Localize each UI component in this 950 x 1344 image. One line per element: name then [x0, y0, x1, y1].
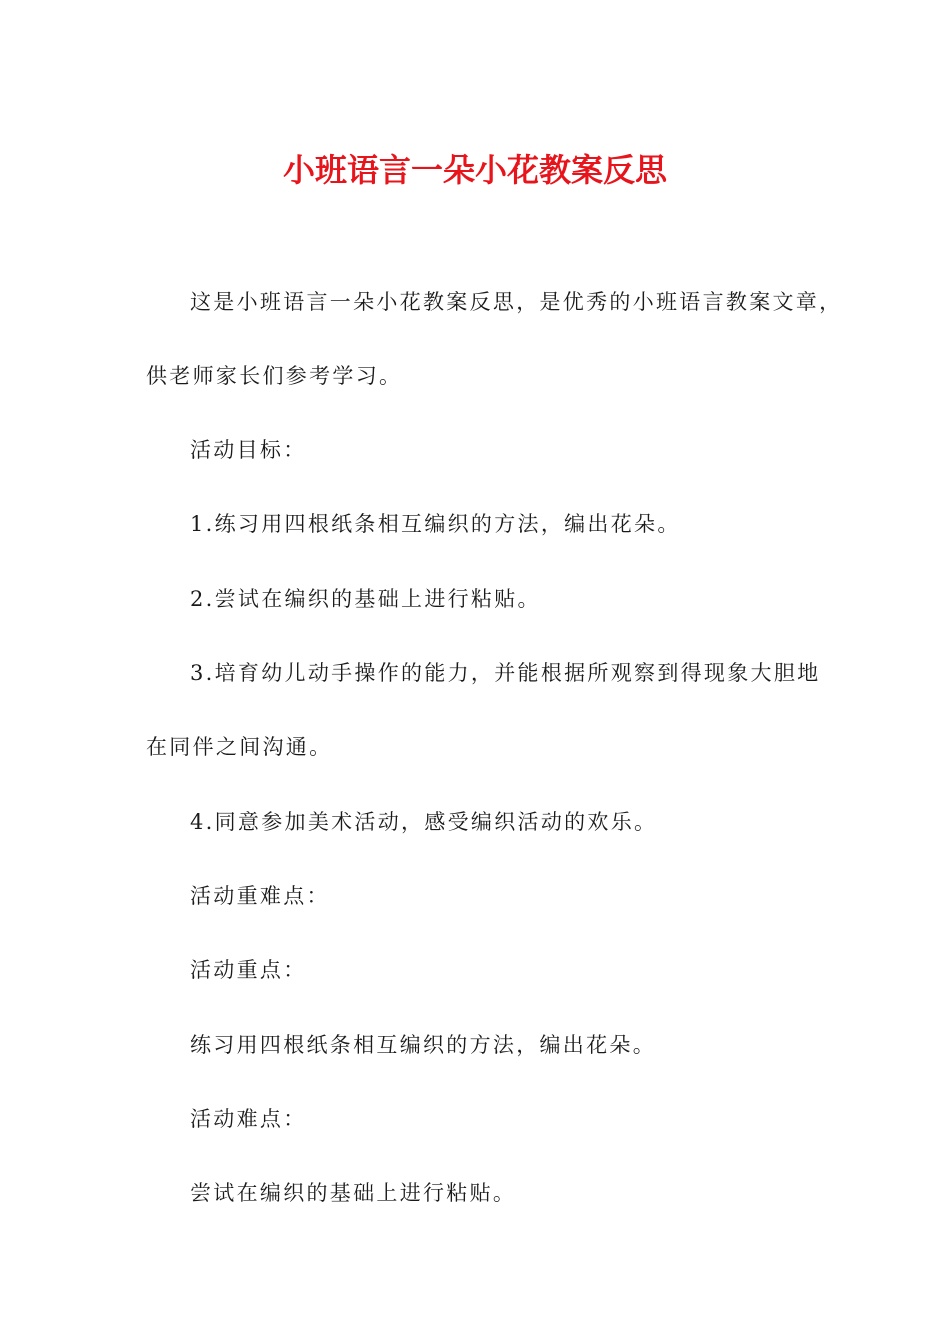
section-heading-key-difficult: 活动重难点：	[190, 884, 330, 908]
goal-item-2: 2.尝试在编织的基础上进行粘贴。	[190, 587, 541, 611]
document-title: 小班语言一朵小花教案反思	[282, 151, 667, 189]
section-heading-key-points: 活动重点：	[190, 958, 307, 982]
goal-item-4: 4.同意参加美术活动，感受编织活动的欢乐。	[190, 810, 658, 834]
section-heading-goals: 活动目标：	[190, 438, 307, 462]
intro-line-2: 供老师家长们参考学习。	[146, 364, 403, 388]
difficult-point-text: 尝试在编织的基础上进行粘贴。	[190, 1181, 517, 1205]
section-heading-difficult-points: 活动难点：	[190, 1107, 307, 1131]
intro-line-1: 这是小班语言一朵小花教案反思，是优秀的小班语言教案文章，	[190, 290, 843, 314]
goal-item-1: 1.练习用四根纸条相互编织的方法，编出花朵。	[190, 512, 681, 536]
goal-item-3: 3.培育幼儿动手操作的能力，并能根据所观察到得现象大胆地	[190, 661, 821, 685]
key-point-text: 练习用四根纸条相互编织的方法，编出花朵。	[190, 1033, 656, 1057]
goal-item-3-continued: 在同伴之间沟通。	[146, 735, 333, 759]
